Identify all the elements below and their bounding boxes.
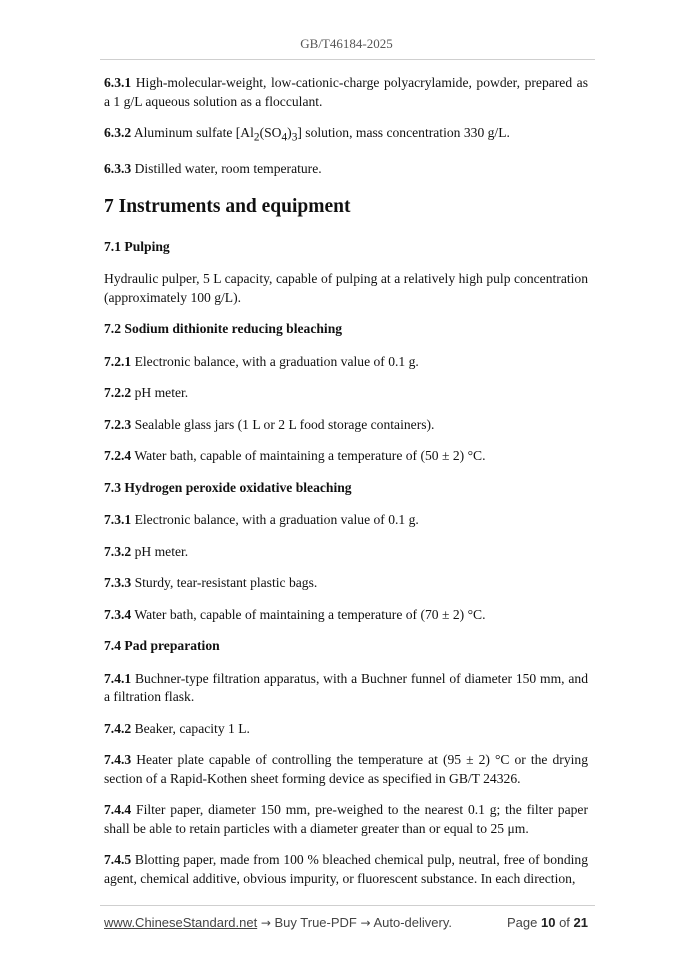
clause-number: 7.3.2 [104,543,132,559]
clause-text: Filter paper, diameter 150 mm, pre-weighed to the nearest 0.1 g; the filter paper shall be able to retain particles with a diameter greater than or equal to 25 μm. [104,802,588,836]
clause-number: 7.4.4 [104,802,132,818]
clause-number: 7.4.2 [104,720,132,736]
header-divider [100,59,595,60]
clause-7-4-5 [104,851,588,888]
clause-text: pH meter. [131,543,189,559]
clause-6-3-2 [104,124,588,147]
clause-number: 7.4.3 [104,752,132,768]
clause-text: Blotting paper, made from 100 % bleached chemical pulp, neutral, free of bonding agent, chemical additive, obvious impurity, or fluorescent substance. In each direction, [104,852,588,886]
section-heading-7-4: 7.4 Pad preparation [104,638,220,654]
subscript: 2 [253,131,260,144]
clause-7-3-4 [104,606,588,625]
page-footer [104,915,588,933]
page-indicator [507,915,588,930]
arrow-right-icon: → [360,916,371,930]
subscript: 3 [291,131,298,144]
clause-text: ) [287,125,292,140]
site-link[interactable]: www.ChineseStandard.net [104,915,258,930]
clause-number: 7.2.2 [104,385,132,401]
clause-number: 7.4.5 [104,852,132,868]
clause-7-2-2 [104,384,588,403]
clause-7-4-2 [104,720,588,739]
clause-7-3-1 [104,511,588,530]
of-label: of [559,915,570,930]
clause-text: Sturdy, tear-resistant plastic bags. [131,575,318,591]
clause-text: High-molecular-weight, low-cationic-charge polyacrylamide, powder, prepared as a 1 g/L aqueous solution as a flocculant. [104,75,588,109]
clause-7-4-4 [104,801,588,838]
clause-number: 7.2.4 [104,448,132,464]
section-heading-7-2: 7.2 Sodium dithionite reducing bleaching [104,321,343,337]
page-label: Page [506,915,538,930]
clause-7-2-1 [104,353,588,372]
clause-7-2-3 [104,416,588,435]
clause-6-3-1 [104,74,588,111]
clause-text: (SO [259,125,282,140]
footer-divider [100,905,595,906]
subscript: 4 [281,131,288,144]
arrow-right-icon: → [260,916,271,930]
clause-7-4-3 [104,751,588,788]
footer-links [104,915,452,930]
clause-7-2-4 [104,447,588,466]
clause-7-4-1 [104,670,588,707]
clause-number: 7.2.1 [104,353,132,369]
buy-pdf-text: Buy True-PDF [274,915,357,930]
page-number: 10 [540,915,556,930]
section-heading-7-3: 7.3 Hydrogen peroxide oxidative bleaching [104,479,352,495]
clause-text: Buchner-type filtration apparatus, with a Buchner funnel of diameter 150 mm, and a filtration flask. [104,670,588,705]
page-total: 21 [573,915,588,930]
paragraph-pulper: Hydraulic pulper, 5 L capacity, capable of pulping at a relatively high pulp concentration (approximately 100 g/L). [104,271,588,305]
clause-6-3-3 [104,160,588,179]
clause-text: Electronic balance, with a graduation value of 0.1 g. [131,512,419,528]
clause-number: 6.3.3 [104,161,132,177]
auto-delivery-text: Auto-delivery. [373,915,452,930]
document-code-header: GB/T46184-2025 [300,36,393,51]
clause-number: 6.3.2 [104,125,132,140]
clause-number: 7.3.4 [104,606,132,622]
section-heading-7-1: 7.1 Pulping [104,238,170,254]
clause-7-3-2 [104,543,588,562]
clause-text: Beaker, capacity 1 L. [131,720,250,736]
clause-text: Aluminum sulfate [Al [131,125,254,140]
chapter-heading: 7 Instruments and equipment [104,195,351,217]
clause-text: ] solution, mass concentration 330 g/L. [297,125,510,140]
clause-text: Heater plate capable of controlling the temperature at (95 ± 2) °C or the drying section of a Rapid-Kothen sheet forming device as specified in GB/T 24326. [104,752,588,786]
page-body [104,74,588,901]
clause-number: 6.3.1 [104,75,132,90]
clause-text: Sealable glass jars (1 L or 2 L food storage containers). [131,416,435,432]
clause-number: 7.4.1 [104,670,132,686]
clause-number: 7.3.1 [104,512,132,528]
clause-7-3-3 [104,574,588,593]
clause-text: Electronic balance, with a graduation value of 0.1 g. [131,353,419,369]
clause-text: Distilled water, room temperature. [131,161,322,177]
clause-number: 7.2.3 [104,416,132,432]
clause-text: Water bath, capable of maintaining a temperature of (70 ± 2) °C. [131,606,486,622]
clause-number: 7.3.3 [104,575,132,591]
clause-text: pH meter. [131,385,189,401]
clause-text: Water bath, capable of maintaining a temperature of (50 ± 2) °C. [131,448,486,464]
